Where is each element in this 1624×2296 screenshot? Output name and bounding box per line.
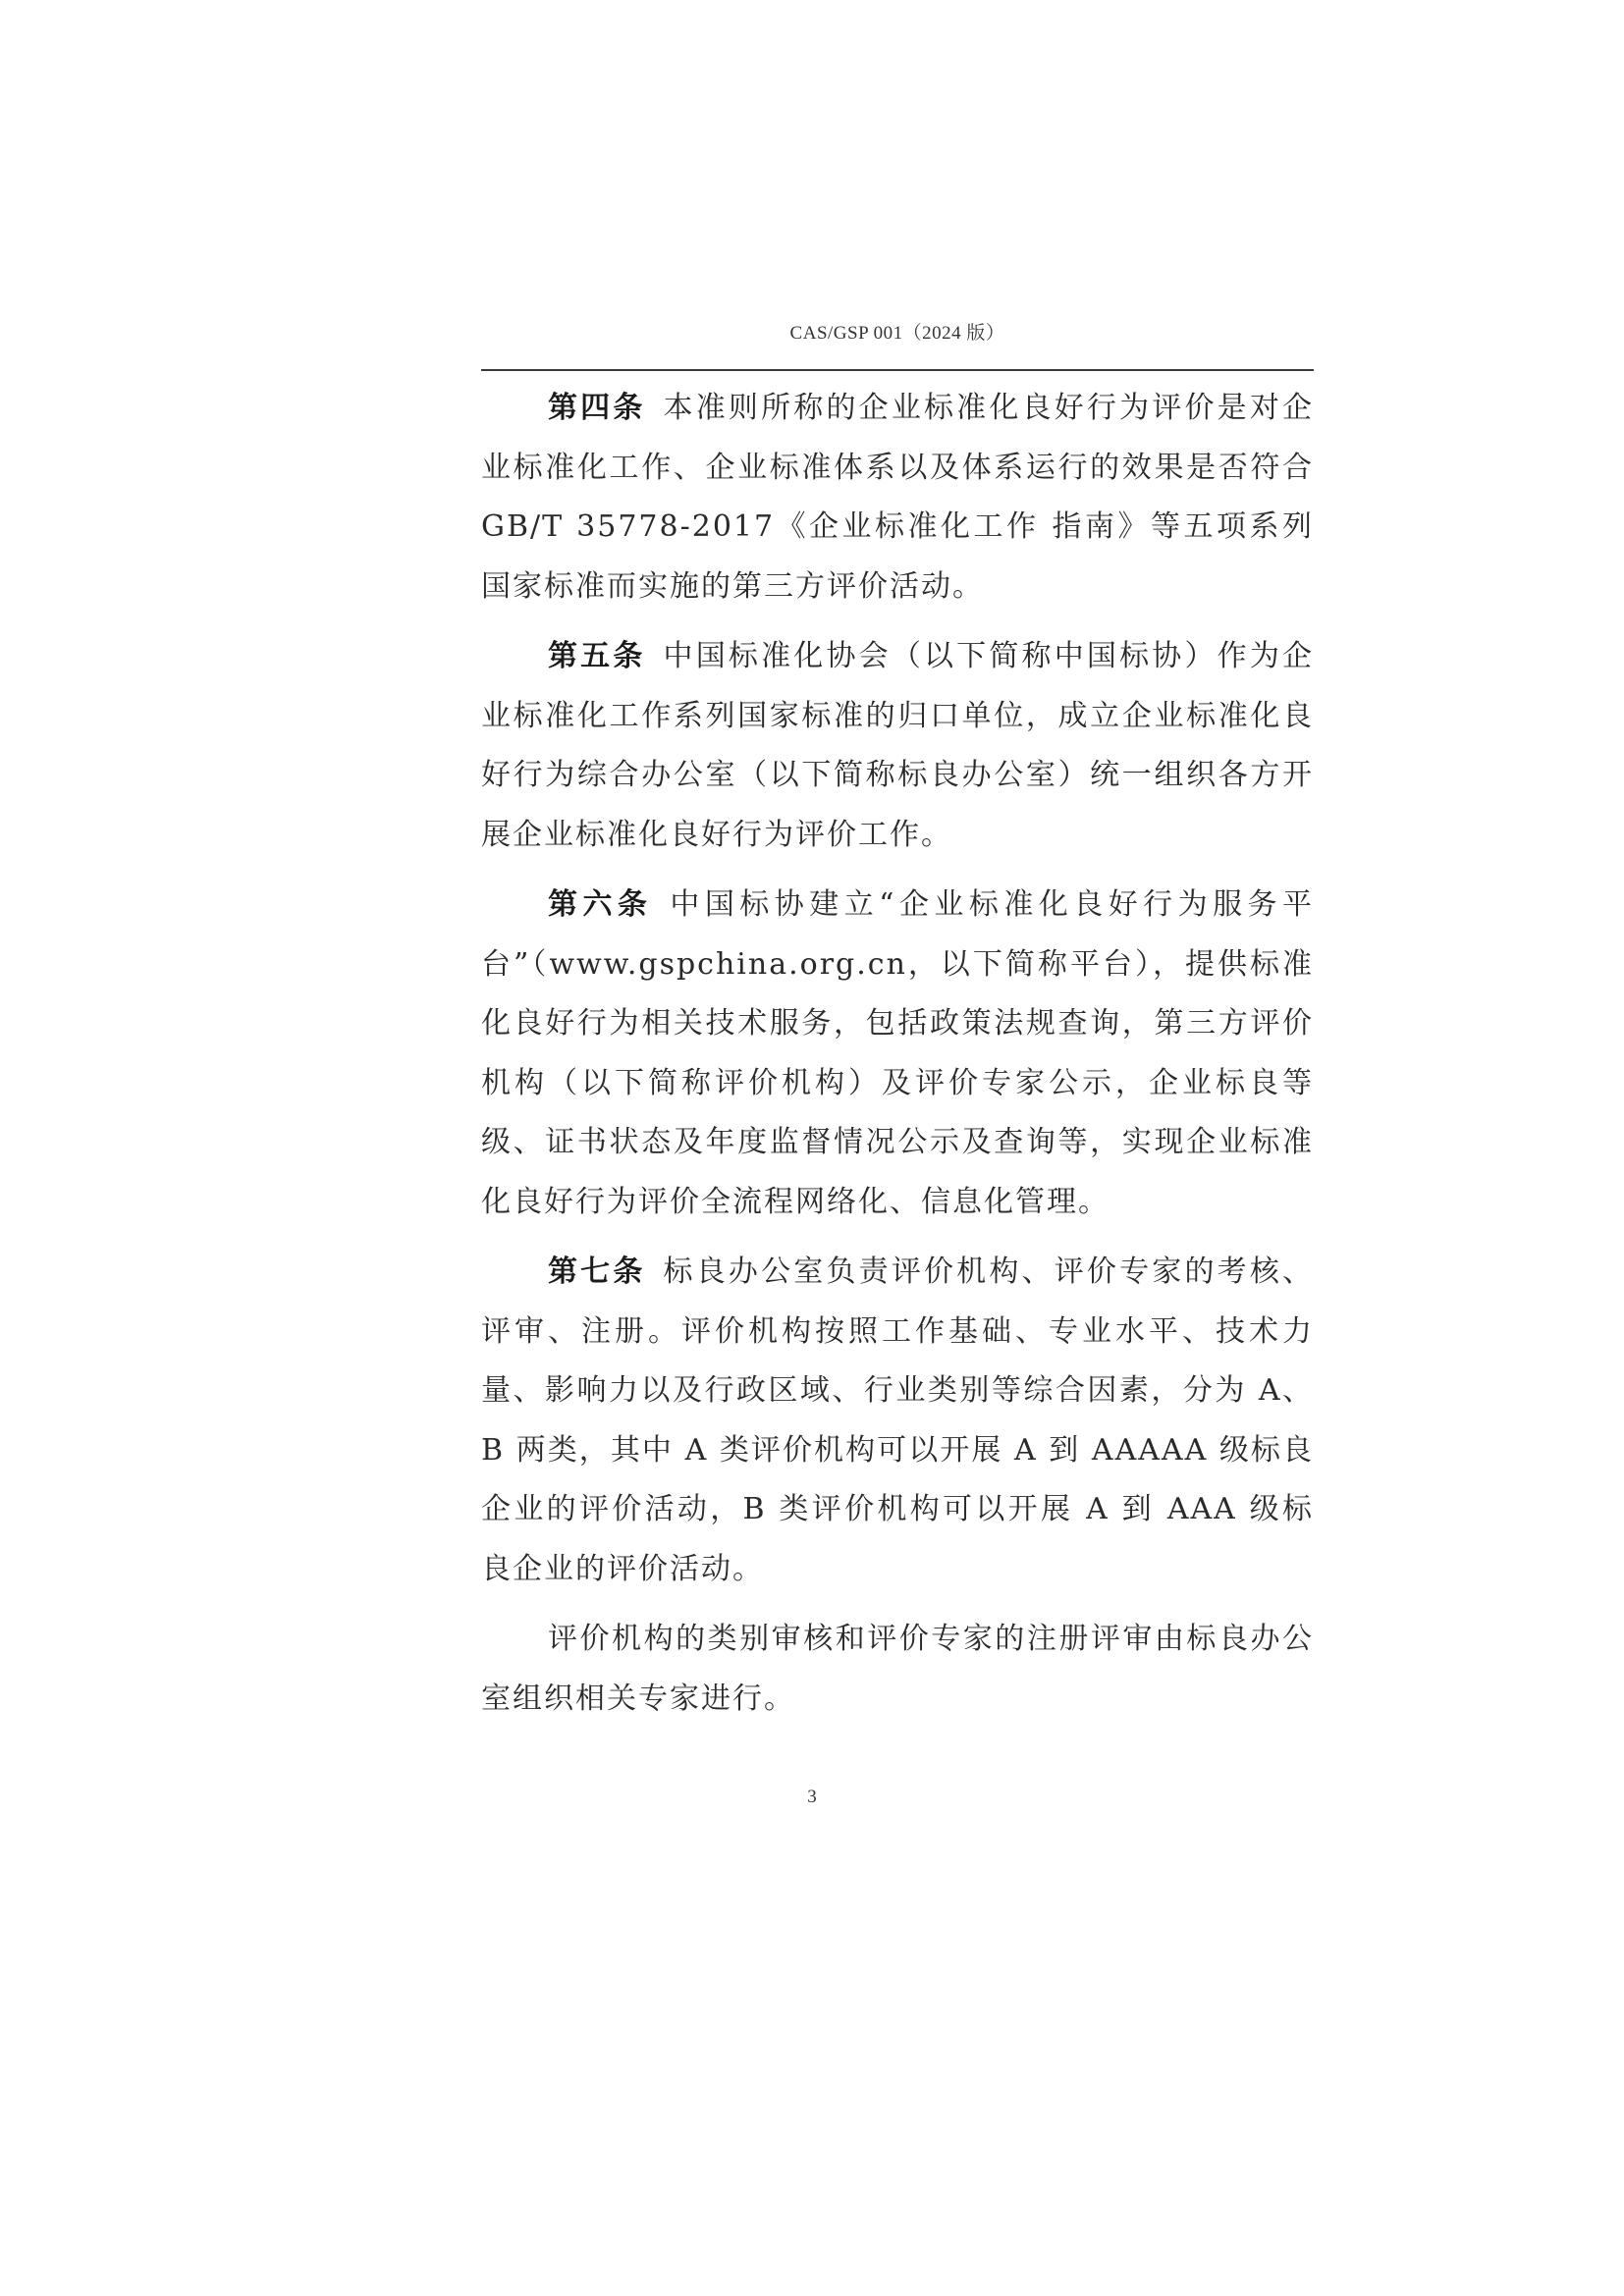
article-number: 第七条 xyxy=(548,1255,646,1289)
article-5-paragraph xyxy=(481,627,1314,865)
article-7-paragraph xyxy=(481,1243,1314,1599)
article-text: 中国标准化协会（以下简称中国标协）作为企业标准化工作系列国家标准的归口单位，成立企业标准化良好行为综合办公室（以下简称标良办公室）统一组织各方开展企业标准化良好行为评价工作。 xyxy=(481,639,1315,852)
document-body xyxy=(481,379,1314,1739)
page-number: 3 xyxy=(807,1787,817,1807)
article-number: 第六条 xyxy=(548,887,653,922)
article-6-paragraph xyxy=(481,876,1314,1232)
document-code: CAS/GSP 001（2024 版） xyxy=(789,323,1005,344)
article-4-paragraph xyxy=(481,379,1314,616)
article-7-continuation-paragraph xyxy=(481,1610,1314,1729)
article-text: 评价机构的类别审核和评价专家的注册评审由标良办公室组织相关专家进行。 xyxy=(481,1622,1314,1716)
page-header xyxy=(481,314,1314,371)
article-text: 本准则所称的企业标准化良好行为评价是对企业标准化工作、企业标准体系以及体系运行的效果是否符合 GB/T 35778-2017《企业标准化工作 指南》等五项系列国家标准而实施的第三方评价活动。 xyxy=(481,391,1315,604)
article-number: 第五条 xyxy=(548,639,646,673)
article-text: 中国标协建立“企业标准化良好行为服务平台”（www.gspchina.org.cn，以下简称平台），提供标准化良好行为相关技术服务，包括政策法规查询，第三方评价机构（以下简称评价机构）及评价专家公示，企业标良等级、证书状态及年度监督情况公示及查询等，实现企业标准化良好行为评价全流程网络化、信息化管理。 xyxy=(481,887,1315,1219)
article-text: 标良办公室负责评价机构、评价专家的考核、评审、注册。评价机构按照工作基础、专业水平、技术力量、影响力以及行政区域、行业类别等综合因素，分为 A、B 两类，其中 A 类评价机构可以开展 A 到 AAAAA 级标良企业的评价活动，B 类评价机构可以开展 A 到 AAA 级标良企业的评价活动。 xyxy=(481,1255,1315,1586)
article-number: 第四条 xyxy=(548,391,646,425)
